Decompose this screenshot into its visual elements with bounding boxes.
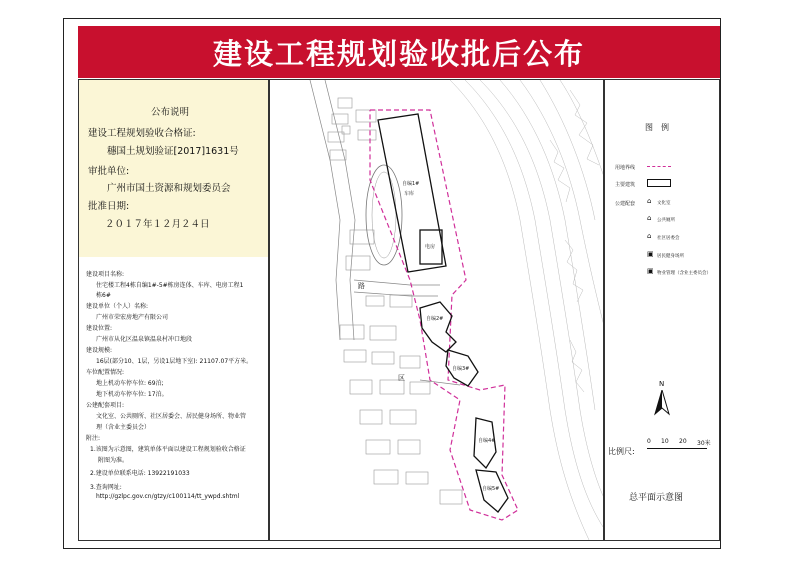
- title-text: 建设工程规划验收批后公布: [212, 36, 585, 71]
- parking-label: 车位配置情况:: [86, 369, 125, 376]
- scale-tick-30: 30米: [697, 440, 711, 447]
- legend-label-boundary: 用地界线: [615, 165, 636, 171]
- north-arrow-icon: [653, 390, 671, 416]
- house-symbol-icon: ⌂: [647, 197, 652, 205]
- map-label-bldg1: 自编1#: [402, 181, 420, 187]
- legend-label-building: 主要建筑: [615, 182, 636, 188]
- legend-label-fitness: 居民健身场所: [657, 254, 684, 259]
- scale-label: 比例尺:: [608, 447, 635, 456]
- building-2: [420, 302, 456, 352]
- legend-label-community: 社区居委会: [657, 236, 680, 241]
- legend-heading: 图 例: [645, 123, 669, 132]
- scale-value: 16层(部分10、1层，另设1层地下室): 21107.07平方米。: [96, 358, 253, 365]
- scale-label: 建设规模:: [86, 347, 113, 354]
- cert-number: 穗国土规划验证[2017]1631号: [107, 146, 239, 157]
- community-icon: ⌂: [647, 232, 652, 240]
- project-details: [79, 257, 268, 540]
- map-label-power: 电房: [425, 244, 436, 250]
- project-name-line1: 住宅楼工程4栋自编1#-5#栋房连体、车库、电房工程1: [96, 282, 244, 289]
- building-rect-icon: [647, 179, 671, 187]
- facilities-label: 公建配套项目:: [86, 402, 125, 409]
- legend-label-property: 物业管理（含业主委员会）: [657, 271, 711, 276]
- map-label-bldg3: 自编3#: [452, 366, 470, 372]
- map-label-bldg2: 自编2#: [426, 316, 444, 322]
- note2: 2.建设单位联系电话: 13922191033: [90, 470, 190, 477]
- map-label-bldg5: 自编5#: [482, 486, 500, 492]
- boundary-line-icon: [647, 166, 671, 167]
- scale-tick-10: 10: [661, 438, 669, 445]
- parking-below: 地下机动车停车位: 17泊。: [96, 391, 168, 398]
- toilet-icon: ⌂: [647, 214, 652, 222]
- date-value: ２０１７年１２月２４日: [105, 219, 210, 230]
- notice-summary: [79, 80, 268, 257]
- scale-tick-20: 20: [679, 438, 687, 445]
- facilities-line1: 文化室、公共厕所、社区居委会、居民健身场所、物业管: [96, 413, 247, 420]
- notes-label: 附注:: [86, 435, 101, 442]
- scale-bar: [647, 448, 707, 449]
- surrounding-buildings: [328, 98, 462, 504]
- approval-label: 审批单位:: [88, 166, 130, 177]
- site-plan-svg: [270, 80, 604, 541]
- site-boundary: [370, 110, 518, 520]
- legend-label-toilet: 公共厕所: [657, 218, 675, 223]
- property-icon: ▣: [647, 267, 654, 275]
- legend-panel: [604, 79, 720, 541]
- builder-label: 建设单位（个人）名称:: [86, 303, 149, 310]
- legend-label-facilities: 公建配套: [615, 201, 636, 207]
- note1-line2: 附图为准。: [98, 457, 129, 464]
- main-buildings: [378, 114, 508, 512]
- scale-tick-0: 0: [647, 438, 651, 445]
- roads: [310, 80, 460, 385]
- north-label: N: [659, 380, 665, 388]
- project-name-line2: 栋6#: [96, 292, 111, 299]
- map-label-area: 区: [398, 374, 405, 382]
- fitness-icon: ▣: [647, 250, 654, 258]
- legend-label-culture: 文化室: [657, 201, 671, 206]
- location-label: 建设位置:: [86, 325, 113, 332]
- site-plan-map: [269, 79, 604, 541]
- map-label-bldg1b: 车库: [404, 191, 415, 197]
- map-label-road: 路: [358, 282, 365, 290]
- approval-unit: 广州市国土资源和规划委员会: [107, 183, 231, 194]
- map-label-bldg4: 自编4#: [478, 438, 496, 444]
- terrain-contours: [450, 80, 604, 541]
- note3: 3.查询网址:: [90, 484, 122, 491]
- note1-line1: 1.该图为示意图，建筑单体平面以建设工程规划验收合格证: [90, 446, 246, 453]
- location-value: 广州市从化区温泉镇温泉村冲口地段: [96, 336, 193, 343]
- notice-heading: 公布说明: [151, 107, 190, 118]
- cert-label: 建设工程规划验收合格证:: [88, 128, 196, 139]
- plan-caption: 总平面示意图: [629, 493, 684, 503]
- parking-above: 地上机动车停车位: 69泊;: [96, 380, 164, 387]
- builder-value: 广州市荣宏房地产有限公司: [96, 314, 169, 321]
- query-url[interactable]: http://gzlpc.gov.cn/gtzy/c100114/tt_ywpd.shtml: [96, 493, 240, 500]
- facilities-line2: 理（含业主委员会）: [96, 424, 151, 431]
- page-title: [78, 26, 720, 78]
- notice-panel: [78, 79, 269, 541]
- date-label: 批准日期:: [88, 201, 130, 212]
- project-name-label: 建设项目名称:: [86, 271, 125, 278]
